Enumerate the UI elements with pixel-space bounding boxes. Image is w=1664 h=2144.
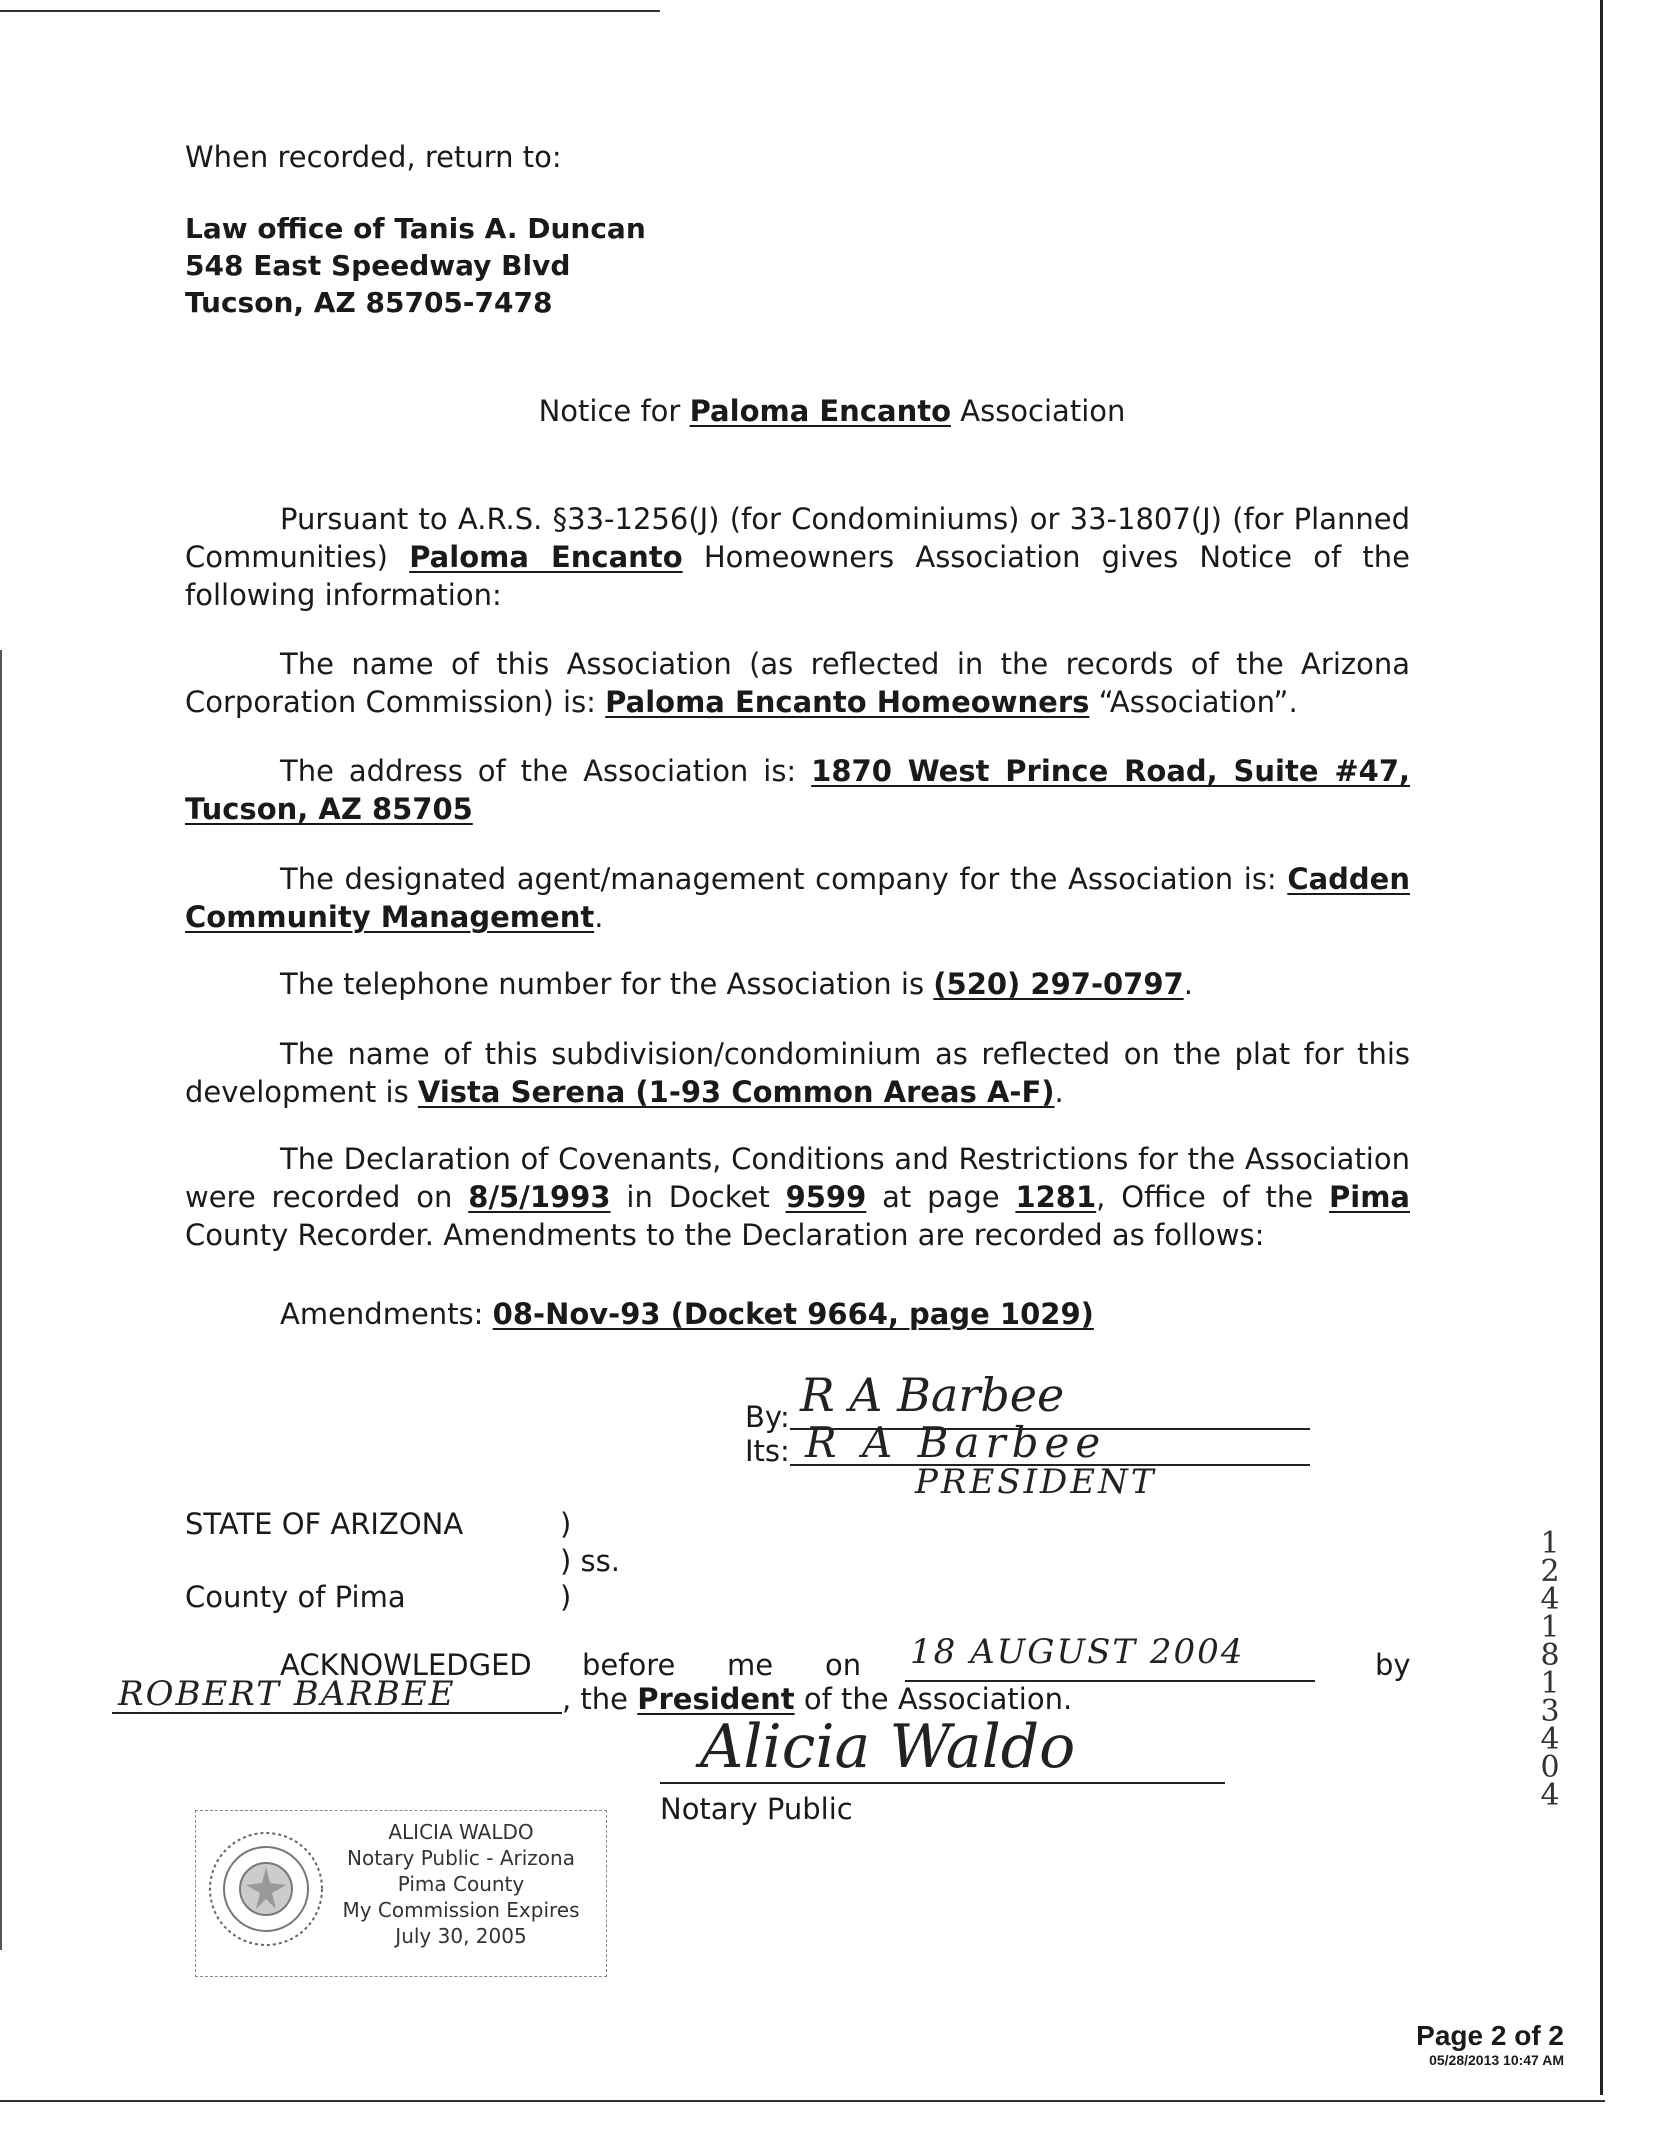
stamp-line-5: July 30, 2005 bbox=[395, 1924, 527, 1948]
stamp-line-1: ALICIA WALDO bbox=[388, 1820, 534, 1844]
county-name: Pima bbox=[1329, 1180, 1410, 1214]
return-line-2: 548 East Speedway Blvd bbox=[185, 249, 571, 282]
return-line-1: Law office of Tanis A. Duncan bbox=[185, 212, 646, 245]
notary-stamp bbox=[195, 1810, 607, 1977]
paragraph-management: The designated agent/management company for the Association is: Cadden Community Management. bbox=[185, 862, 1410, 934]
top-rule bbox=[0, 10, 660, 12]
document-title: Notice for Paloma Encanto Association bbox=[538, 394, 1126, 428]
management-company: Cadden Community Management bbox=[185, 862, 1410, 934]
stamp-line-4: My Commission Expires bbox=[342, 1898, 580, 1922]
by-label: By: bbox=[745, 1400, 790, 1434]
notary-signature: Alicia Waldo bbox=[700, 1712, 1076, 1782]
docket-number: 9599 bbox=[785, 1180, 867, 1214]
by-signature: R A Barbee bbox=[800, 1368, 1065, 1422]
ack-label: ACKNOWLEDGED bbox=[280, 1648, 532, 1682]
paragraph-statute: Pursuant to A.R.S. §33-1256(J) (for Condominiums) or 33-1807(J) (for Planned Communities) Paloma Encanto Homeowners Association gives Notice of the following information: bbox=[185, 502, 1411, 612]
ack-before: before bbox=[582, 1648, 676, 1682]
right-edge-rule bbox=[1600, 0, 1603, 2095]
amendments-line: Amendments: 08-Nov-93 (Docket 9664, page 1029) bbox=[280, 1297, 1094, 1331]
notary-seal-icon bbox=[206, 1829, 326, 1949]
recording-date: 8/5/1993 bbox=[468, 1180, 611, 1214]
venue-bracket-3: ) bbox=[560, 1580, 572, 1614]
ack-date-signature: 18 AUGUST 2004 bbox=[910, 1632, 1245, 1672]
association-address: 1870 West Prince Road, Suite #47, Tucson, AZ 85705 bbox=[185, 754, 1411, 826]
p1-association-name: Paloma Encanto bbox=[409, 540, 683, 574]
paragraph-subdivision: The name of this subdivision/condominium as reflected on the plat for this development is Vista Serena (1-93 Common Areas A-F). bbox=[185, 1037, 1410, 1109]
paragraph-association-name: The name of this Association (as reflected in the records of the Arizona Corporation Commission) is: Paloma Encanto Homeowners “Association”. bbox=[185, 647, 1410, 719]
venue-county: County of Pima bbox=[185, 1580, 406, 1614]
p2-association-name: Paloma Encanto Homeowners bbox=[605, 685, 1090, 719]
stamp-line-2: Notary Public - Arizona bbox=[347, 1846, 575, 1870]
bottom-rule bbox=[0, 2100, 1605, 2102]
ack-by: by bbox=[1375, 1648, 1411, 1682]
its-label: Its: bbox=[745, 1434, 790, 1468]
ack-role: President bbox=[637, 1682, 795, 1716]
doc-number-2: 13404 bbox=[1540, 1666, 1560, 1813]
association-phone: (520) 297-0797 bbox=[933, 967, 1184, 1001]
return-address bbox=[185, 210, 646, 321]
return-label: When recorded, return to: bbox=[185, 140, 562, 174]
paragraph-address: The address of the Association is: 1870 West Prince Road, Suite #47, Tucson, AZ 85705 bbox=[185, 754, 1411, 826]
page-number: 1281 bbox=[1015, 1180, 1097, 1214]
plat-name: Vista Serena (1-93 Common Areas A-F) bbox=[417, 1075, 1055, 1109]
its-signature: R A Barbee bbox=[805, 1418, 1107, 1467]
return-line-3: Tucson, AZ 85705-7478 bbox=[185, 286, 553, 319]
venue-ss: ) ss. bbox=[560, 1544, 620, 1578]
doc-number-1: 12418 bbox=[1540, 1526, 1560, 1673]
notary-signature-line bbox=[660, 1782, 1225, 1784]
ack-name-signature: ROBERT BARBEE bbox=[118, 1674, 456, 1714]
stamp-text bbox=[321, 1819, 601, 1949]
notary-label: Notary Public bbox=[660, 1792, 853, 1826]
ack-me: me bbox=[727, 1648, 774, 1682]
title-association-name: Paloma Encanto bbox=[689, 394, 952, 428]
print-timestamp: 05/28/2013 10:47 AM bbox=[1429, 2052, 1564, 2068]
paragraph-declaration: The Declaration of Covenants, Conditions and Restrictions for the Association were recorded on 8/5/1993 in Docket 9599 at page 1281, Office of the Pima County Recorder. Amendments to the Declaration are recorded as follows: bbox=[185, 1142, 1410, 1252]
ack-role-line: , the President of the Association. bbox=[562, 1682, 1073, 1716]
stamp-line-3: Pima County bbox=[397, 1872, 525, 1896]
ack-on: on bbox=[825, 1648, 862, 1682]
left-edge-rule bbox=[0, 650, 2, 1950]
title-signature: PRESIDENT bbox=[915, 1462, 1157, 1502]
paragraph-telephone: The telephone number for the Association is (520) 297-0797. bbox=[280, 967, 1193, 1001]
venue-bracket-1: ) bbox=[560, 1507, 572, 1541]
page-indicator: Page 2 of 2 bbox=[1416, 2020, 1564, 2051]
amendments-value: 08-Nov-93 (Docket 9664, page 1029) bbox=[492, 1297, 1094, 1331]
venue-state: STATE OF ARIZONA bbox=[185, 1507, 464, 1541]
